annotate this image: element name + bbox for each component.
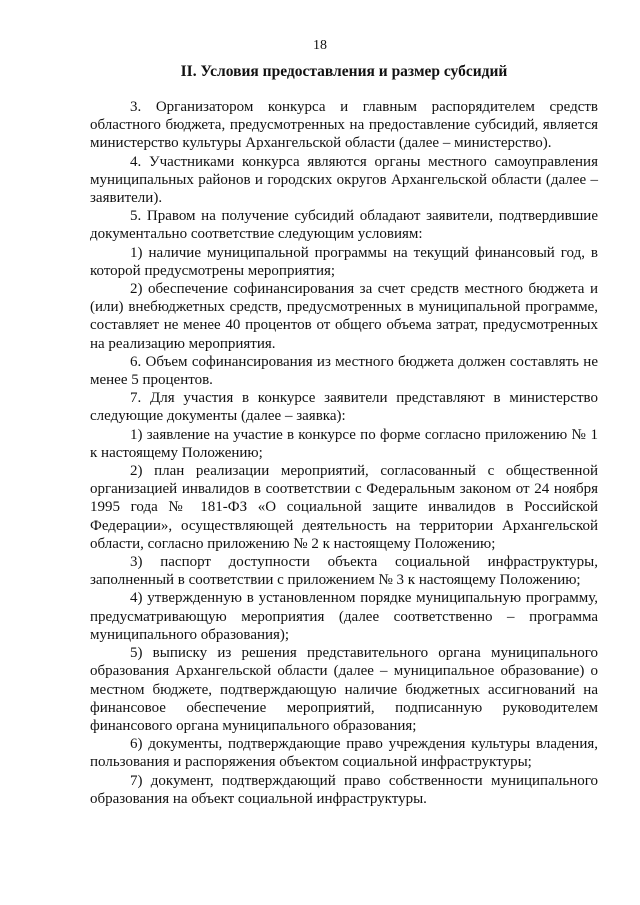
paragraph: 6. Объем софинансирования из местного бюджета должен составлять не менее 5 процентов. xyxy=(90,353,598,389)
paragraph: 4. Участниками конкурса являются органы местного самоуправления муниципальных районов и городских округов Архангельской области (далее – заявители). xyxy=(90,153,598,207)
paragraph: 3. Организатором конкурса и главным распорядителем средств областного бюджета, предусмотренных на предоставление субсидий, является министерство культуры Архангельской области (далее – министерство). xyxy=(90,99,598,152)
section-title: II. Условия предоставления и размер субсидий xyxy=(180,63,508,80)
paragraph: 6) документы, подтверждающие право учреждения культуры владения, пользования и распоряжения объектом социальной инфраструктуры; xyxy=(90,736,598,771)
paragraph: 2) план реализации мероприятий, согласованный с общественной организацией инвалидов в соответствии с Федеральным законом от 24 ноября 1995 года № 181-ФЗ «О социальной защите инвалидов в Российской Федерации», осуществляющей деятельность на территории Архангельской области, согласно приложению № 2 к настоящему Положению; xyxy=(90,463,598,552)
paragraph: 1) наличие муниципальной программы на текущий финансовый год, в которой предусмотрены мероприятия; xyxy=(90,244,598,279)
paragraph: 7) документ, подтверждающий право собственности муниципального образования на объект социальной инфраструктуры. xyxy=(90,772,598,807)
paragraph: 2) обеспечение софинансирования за счет средств местного бюджета и (или) внебюджетных средств, предусмотренных в муниципальной программе, составляет не менее 40 процентов от общего объема затрат, предусмотренных на реализацию мероприятия. xyxy=(90,281,598,352)
page-number: 18 xyxy=(313,38,327,53)
paragraph: 4) утвержденную в установленном порядке муниципальную программу, предусматривающую мероприятия (далее соответственно – программа муниципального образования); xyxy=(90,590,598,643)
document-body xyxy=(90,98,598,808)
paragraph: 5) выписку из решения представительного органа муниципального образования Архангельской области (далее – муниципальное образование) о местном бюджете, подтверждающую наличие бюджетных ассигнований на финансовое обеспечение мероприятий, подписанную руководителем финансового органа муниципального образования; xyxy=(90,645,598,734)
paragraph: 7. Для участия в конкурсе заявители представляют в министерство следующие документы (далее – заявка): xyxy=(90,390,598,425)
paragraph: 1) заявление на участие в конкурсе по форме согласно приложению № 1 к настоящему Положению; xyxy=(90,426,598,461)
paragraph: 5. Правом на получение субсидий обладают заявители, подтвердившие документально соответствие следующим условиям: xyxy=(90,208,598,243)
paragraph: 3) паспорт доступности объекта социальной инфраструктуры, заполненный в соответствии с приложением № 3 к настоящему Положению; xyxy=(90,554,598,589)
